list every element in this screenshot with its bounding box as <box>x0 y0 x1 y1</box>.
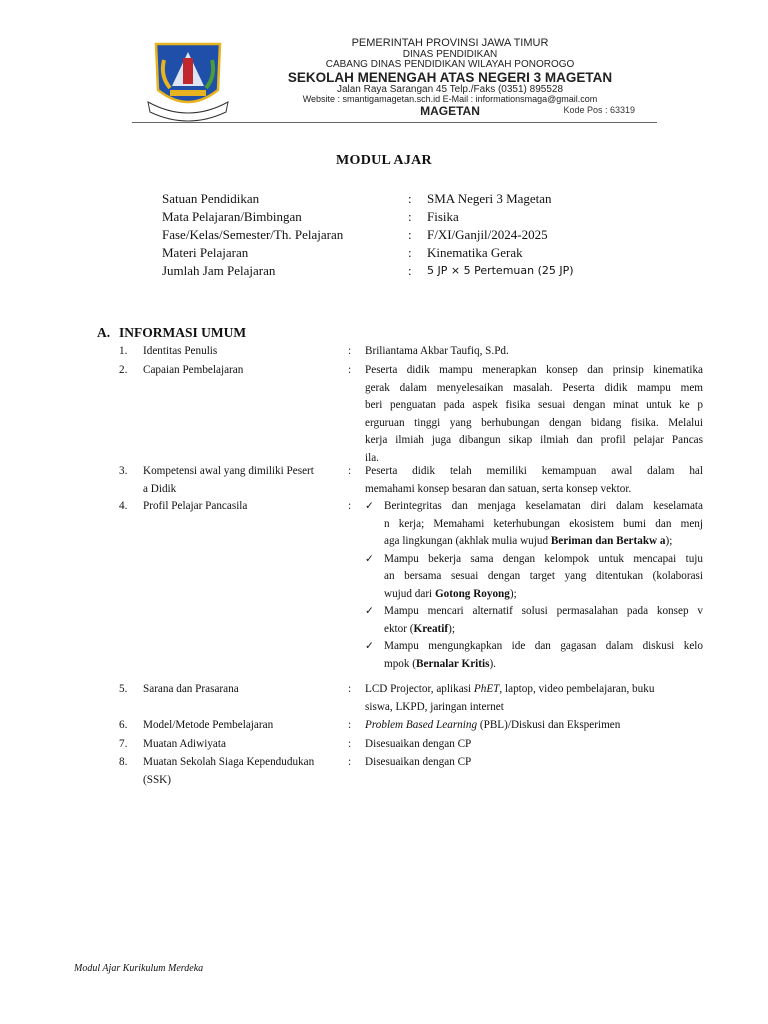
school-address: Jalan Raya Sarangan 45 Telp./Faks (0351) 895528 <box>336 83 564 95</box>
item-number: 6. <box>119 719 128 731</box>
text-line: an bersama sesuai dengan target yang ditentukan (kolaborasi <box>384 570 703 582</box>
section-heading <box>97 325 246 341</box>
italic-text: Problem Based Learning <box>365 719 478 731</box>
item-label <box>143 463 348 498</box>
item-label: Sarana dan Prasarana <box>143 683 239 695</box>
meta-colon: : <box>408 245 412 260</box>
item-number: 2. <box>119 364 128 376</box>
section-letter: A. <box>97 325 111 340</box>
text-line: Peserta didik mampu menerapkan konsep dan prinsip kinematika <box>365 364 703 376</box>
item-number: 5. <box>119 683 128 695</box>
text-run: LCD Projector, aplikasi <box>365 683 474 695</box>
profile-checklist <box>365 498 703 673</box>
meta-value: SMA Negeri 3 Magetan <box>427 191 552 206</box>
letterhead <box>120 30 665 126</box>
meta-value: Fisika <box>427 209 459 224</box>
checkmark-icon: ✓ <box>365 640 374 652</box>
item-colon: : <box>348 465 352 477</box>
letterhead-line: DINAS PENDIDIKAN <box>402 48 498 60</box>
label-line: a Didik <box>143 482 177 495</box>
italic-text: PhET <box>473 683 500 695</box>
item-colon: : <box>348 738 352 750</box>
item-label: Capaian Pembelajaran <box>143 364 244 376</box>
bold-text: a <box>659 535 666 547</box>
item-label: Profil Pelajar Pancasila <box>143 500 248 512</box>
item-value: Briliantama Akbar Taufiq, S.Pd. <box>365 345 509 357</box>
document-title: MODUL AJAR <box>336 153 432 168</box>
meta-label: Satuan Pendidikan <box>162 191 260 206</box>
text-line: Mampu bekerja sama dengan kelompok untuk mencapai tuju <box>384 552 703 565</box>
checkmark-icon: ✓ <box>365 605 374 617</box>
text-line <box>384 535 657 547</box>
item-colon: : <box>348 683 352 695</box>
text-line: n kerja; Memahami keterhubungan ekosistem bumi dan menj <box>384 517 703 530</box>
text-line: Mampu mengungkapkan ide dan gagasan dalam diskusi kelo <box>384 640 703 652</box>
item-label <box>143 754 348 789</box>
meta-value: Kinematika Gerak <box>427 245 523 260</box>
bold-text: Bernalar Kritis <box>416 657 490 670</box>
meta-label: Fase/Kelas/Semester/Th. Pelajaran <box>162 227 344 242</box>
item-colon: : <box>348 719 352 731</box>
meta-colon: : <box>408 263 412 278</box>
text-run: , laptop, video pembelajaran, buku <box>499 683 655 695</box>
item-number: 4. <box>119 500 128 512</box>
text-line <box>384 658 496 670</box>
meta-colon: : <box>408 191 412 206</box>
text-line <box>384 623 455 635</box>
item-number: 8. <box>119 756 128 768</box>
check-item <box>365 551 703 604</box>
item-label: Identitas Penulis <box>143 345 218 357</box>
item-colon: : <box>348 756 352 768</box>
text-line: memahami konsep besaran dan satuan, serta konsep vektor. <box>365 482 632 495</box>
page-footer: Modul Ajar Kurikulum Merdeka <box>74 963 204 974</box>
text-run: ); <box>665 535 673 547</box>
text-line: siswa, LKPD, jaringan internet <box>365 700 504 713</box>
text-run: wujud dari <box>384 587 435 600</box>
text-line: ila. <box>365 451 379 464</box>
text-run: ); <box>509 587 517 600</box>
meta-label: Mata Pelajaran/Bimbingan <box>162 209 302 224</box>
check-item <box>365 498 703 551</box>
postal-code: Kode Pos : 63319 <box>563 105 635 115</box>
item-colon: : <box>348 364 352 376</box>
text-run: ); <box>448 622 455 635</box>
checkmark-icon: ✓ <box>365 552 374 565</box>
item-number: 7. <box>119 738 128 750</box>
letterhead-line: CABANG DINAS PENDIDIKAN WILAYAH PONOROGO <box>325 59 575 71</box>
meta-colon: : <box>408 209 412 224</box>
school-name: SEKOLAH MENENGAH ATAS NEGERI 3 MAGETAN <box>287 69 613 85</box>
text-line: Peserta didik telah memiliki kemampuan awal dalam hal <box>365 465 703 477</box>
label-line: Muatan Sekolah Siaga Kependudukan <box>143 756 315 768</box>
text-line: beri penguatan pada aspek fisika sesuai dengan minat untuk ke p <box>365 399 703 411</box>
item-number: 3. <box>119 465 128 477</box>
item-value <box>365 463 703 498</box>
text-run: (PBL)/Diskusi dan Eksperimen <box>477 719 621 731</box>
meta-value: F/XI/Ganjil/2024-2025 <box>427 227 548 242</box>
text-line: gerak dalam menyelesaikan masalah. Peserta didik mampu mem <box>365 381 703 394</box>
item-value: Disesuaikan dengan CP <box>365 756 472 768</box>
text-run: mpok ( <box>384 657 417 670</box>
check-item <box>365 638 703 673</box>
item-value <box>365 717 703 735</box>
text-run: ). <box>489 657 496 670</box>
school-website-email: Website : smantigamagetan.sch.id E-Mail : informationsmaga@gmail.com <box>302 94 598 105</box>
item-colon: : <box>348 345 352 357</box>
text-line: kerja ilmiah juga dibangun sikap ilmiah dan profil pelajar Pancas <box>365 434 703 446</box>
meta-label: Jumlah Jam Pelajaran <box>162 263 276 278</box>
bold-text: Beriman dan Bertakw <box>550 535 658 547</box>
checkmark-icon: ✓ <box>365 500 374 512</box>
meta-value: 5 JP × 5 Pertemuan (25 JP) <box>427 264 574 277</box>
label-line: Kompetensi awal yang dimiliki Pesert <box>143 465 314 477</box>
bold-text: Gotong Royong <box>434 587 510 600</box>
text-line <box>384 588 517 600</box>
section-title: INFORMASI UMUM <box>119 325 247 340</box>
item-number: 1. <box>119 345 128 357</box>
meta-colon: : <box>408 227 412 242</box>
text-line: Mampu mencari alternatif solusi permasalahan pada konsep v <box>384 605 703 617</box>
text-run: aga lingkungan (akhlak mulia wujud <box>384 535 551 547</box>
text-line <box>660 535 672 547</box>
item-value <box>365 362 703 467</box>
item-value: Disesuaikan dengan CP <box>365 738 472 750</box>
label-line: (SSK) <box>143 773 171 786</box>
meta-label: Materi Pelajaran <box>162 245 249 260</box>
text-line <box>365 681 703 699</box>
east-java-emblem-logo <box>142 40 234 124</box>
item-value <box>365 681 703 716</box>
letterhead-line: PEMERINTAH PROVINSI JAWA TIMUR <box>351 37 549 49</box>
school-city: MAGETAN <box>420 103 480 118</box>
item-colon: : <box>348 500 352 512</box>
item-label: Model/Metode Pembelajaran <box>143 719 274 731</box>
letterhead-divider <box>132 122 657 123</box>
bold-text: Kreatif <box>413 622 449 635</box>
text-line: Berintegritas dan menjaga keselamatan diri dalam keselamata <box>384 500 703 512</box>
check-item <box>365 603 703 638</box>
item-label: Muatan Adiwiyata <box>143 738 226 750</box>
text-line: erguruan tinggi yang berhubungan dengan bidang fisika. Melalui <box>365 416 703 429</box>
text-run: ektor ( <box>384 622 414 635</box>
